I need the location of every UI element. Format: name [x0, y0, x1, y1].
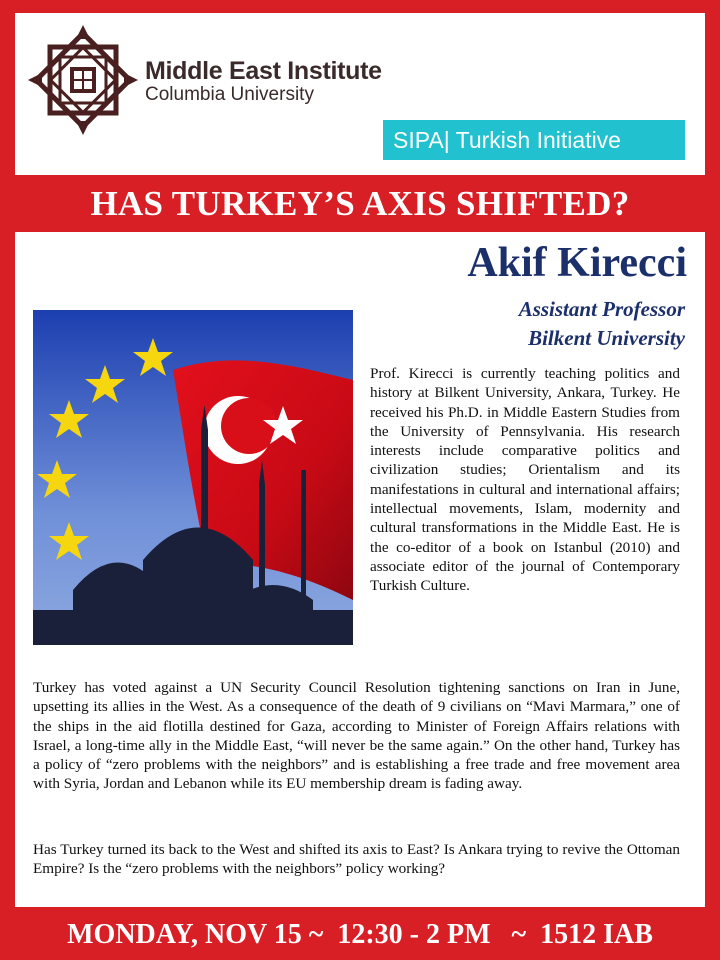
abstract-paragraph-1: Turkey has voted against a UN Security Council Resolution tightening sanctions on Iran in June, upsetting its allies in the West. As a consequence of the death of 9 civilians on “Mavi Marmara,” one of the ships in the aid flotilla destined for Gaza, according to Minister of Foreign Affairs relations with Israel, a long-time ally in the Middle East, “will never be the same again.” On the other hand, Turkey has a policy of “zero problems with the neighbors” and is establishing a free trade and free movement area with Syria, Jordan and Lebanon while its EU membership dream is fading away.	[33, 679, 680, 793]
institute-name: Middle East Institute	[145, 57, 382, 85]
event-headline: HAS TURKEY’S AXIS SHIFTED?	[90, 184, 630, 223]
initiative-badge: SIPA| Turkish Initiative	[383, 120, 685, 160]
speaker-affiliation: Bilkent University	[528, 326, 685, 350]
speaker-bio: Prof. Kirecci is currently teaching politics and history at Bilkent University, Ankara, Turkey. He received his Ph.D. in Middle Eastern Studies from the University of Pennsylvania. His research interests include comparative politics and civilization studies; Orientalism and its manifestations in cultural and international affairs; intellectual movements, Islam, modernity and cultural transformations in the Middle East. He is the co-editor of a book on Istanbul (2010) and associate editor of the journal of Contemporary Turkish Culture.	[370, 365, 680, 595]
content-panel	[15, 232, 705, 907]
turkey-eu-flag-photo	[33, 310, 353, 645]
event-details: MONDAY, NOV 15 ~ 12:30 - 2 PM ~ 1512 IAB	[67, 919, 653, 950]
speaker-name: Akif Kirecci	[467, 240, 687, 286]
speaker-title: Assistant Professor	[518, 297, 685, 321]
institute-subtitle: Columbia University	[145, 84, 314, 105]
abstract-paragraph-2: Has Turkey turned its back to the West and shifted its axis to East? Is Ankara trying to revive the Ottoman Empire? Is the “zero problems with the neighbors” policy working?	[33, 841, 680, 878]
header-panel	[15, 13, 705, 175]
institute-logo-icon	[28, 25, 138, 135]
